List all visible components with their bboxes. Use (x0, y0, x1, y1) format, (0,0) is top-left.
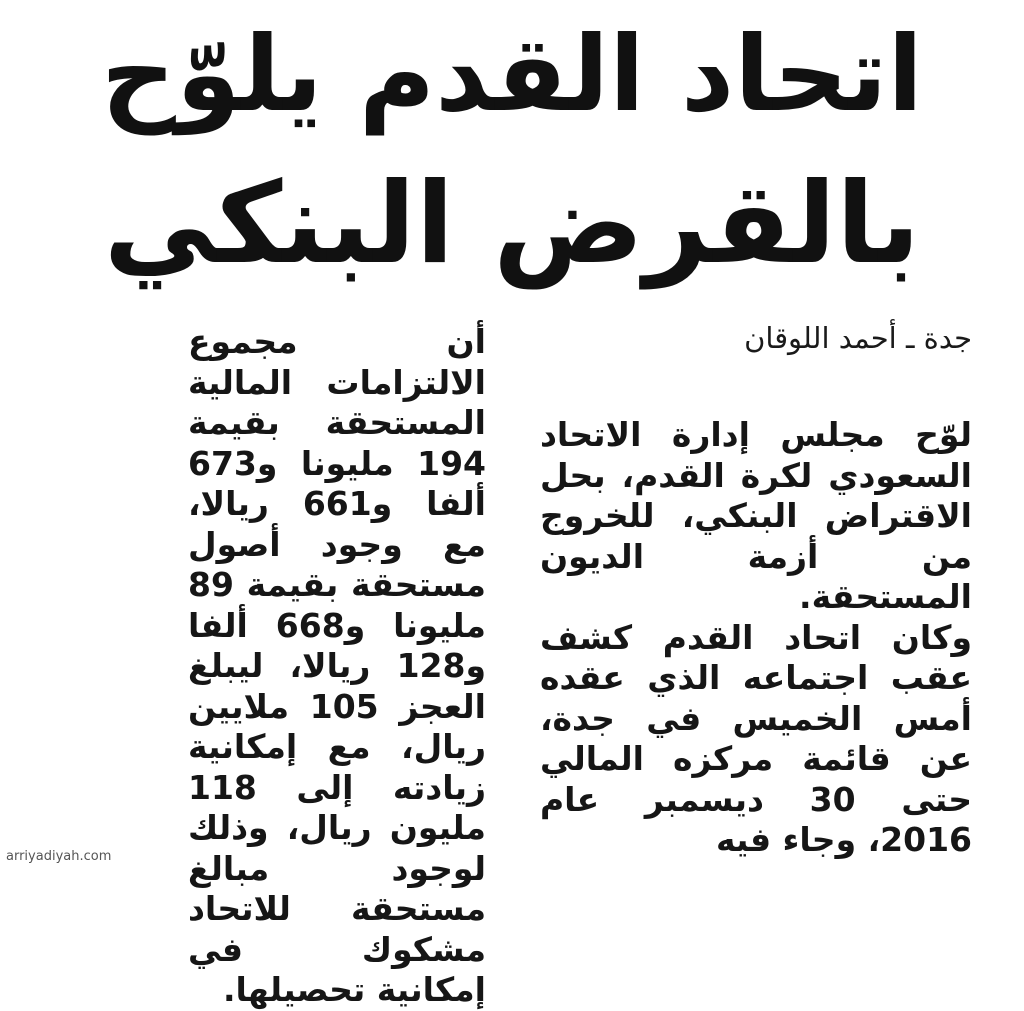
byline: جدة ـ أحمد اللوقان (744, 321, 972, 355)
left-column-paragraph: أن مجموع الالتزامات المالية المستحقة بقيمة 194 مليونا و673 ألفا و661 ريالا، مع وجود أصول مستحقة بقيمة 89 مليونا و668 ألفا و128 ريالا، ليبلغ العجز 105 ملايين ريال، مع إمكانية زيادته إلى 118 مليون ريال، وذلك لوجود مبالغ مستحقة للاتحاد مشكوك في إمكانية تحصيلها. (188, 322, 486, 1009)
article-column-left (188, 322, 486, 1011)
right-column-paragraph-1: لوّح مجلس إدارة الاتحاد السعودي لكرة القدم، بحل الاقتراض البنكي، للخروج من أزمة الديون المستحقة. (540, 415, 972, 616)
headline-line-2: بالقرض البنكي (103, 159, 921, 289)
article-column-right (540, 415, 972, 861)
source-watermark: arriyadiyah.com (6, 849, 112, 864)
right-column-paragraph-2: وكان اتحاد القدم كشف عقب اجتماعه الذي عقده أمس الخميس في جدة، عن قائمة مركزه المالي حتى 30 ديسمبر عام 2016، وجاء فيه (540, 617, 972, 859)
headline-line-1: اتحاد القدم يلوّح (101, 13, 923, 135)
